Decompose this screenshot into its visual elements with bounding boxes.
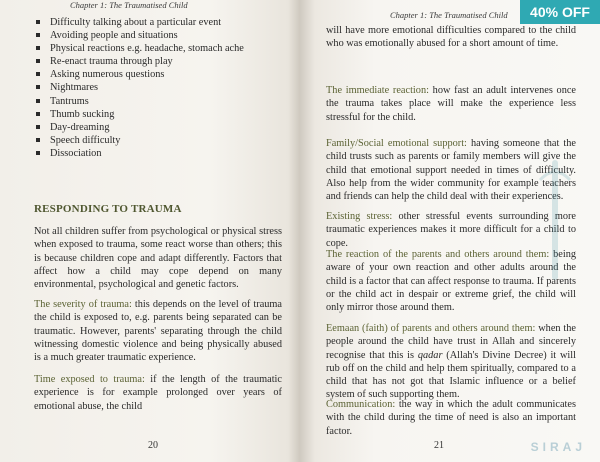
immediate-term: The immediate reaction: [326,85,429,96]
continuation-paragraph: will have more emotional difficulties compared to the child who was emotionally abused for a short amount of time. [326,25,576,50]
symptom-list [36,16,244,160]
bullet-icon [36,125,40,129]
existing-term: Existing stress: [326,211,393,222]
reaction-text: being aware of your own reaction and other adults around the child is a factor that can affect response to trauma. If parents or the child act in despair or extreme grief, the child will only mirror those around them. [326,249,576,314]
bullet-icon [36,33,40,37]
list-item: Asking numerous questions [36,68,244,81]
eemaan-term: Eemaan (faith) of parents and others around them: [326,323,536,334]
time-text: if the length of the traumatic experience is for example prolonged over years of emotional abuse, the child [34,374,282,412]
bullet-icon [36,138,40,142]
list-item: Physical reactions e.g. headache, stomach ache [36,42,244,55]
immediate-text: how fast an adult intervenes once the trauma takes place will make the experience less stressful for the child. [326,85,576,123]
list-item: Dissociation [36,147,244,160]
discount-badge: 40% OFF [520,0,600,24]
right-page-number: 21 [434,440,444,451]
eemaan-text-1: when the people around the child have trust in Allah and sincerely recognise that this is [326,323,576,361]
reaction-term: The reaction of the parents and others around them: [326,249,550,260]
siraj-watermark: SIRAJ [530,440,586,454]
communication-text: the way in which the adult communicates with the child during the time of need is also an important factor. [326,399,576,437]
bullet-icon [36,99,40,103]
bullet-icon [36,59,40,63]
list-item: Avoiding people and situations [36,29,244,42]
section-title: RESPONDING TO TRAUMA [34,203,182,215]
eemaan-text-2: (Allah's Divine Decree) it will rub off on the child and help them spiritually, compared to a child that has not got that Islamic influence or a belief system of such supporting them. [326,349,576,401]
bullet-icon [36,151,40,155]
bullet-icon [36,112,40,116]
family-term: Family/Social emotional support: [326,138,467,149]
eemaan-italic: qadar [417,349,443,361]
immediate-paragraph [326,84,576,124]
existing-text: other stressful events surrounding more traumatic experiences makes it more difficult for a child to cope. [326,211,576,249]
bullet-icon [36,46,40,50]
right-running-head: Chapter 1: The Traumatised Child [390,10,508,20]
list-item: Day-dreaming [36,121,244,134]
siraj-logo-icon [536,160,574,280]
list-item: Nightmares [36,81,244,94]
list-item: Speech difficulty [36,134,244,147]
communication-term: Communication: [326,399,396,410]
bullet-icon [36,85,40,89]
severity-paragraph [34,298,282,364]
intro-paragraph: Not all children suffer from psychological or physical stress when exposed to trauma, some react worse than others; this is because children cope and adapt differently. Factors that affect how a child may cope depend on many environmental, psychological and genetic factors. [34,226,282,291]
left-page-number: 20 [148,440,158,451]
communication-paragraph [326,398,576,438]
bullet-icon [36,72,40,76]
list-item: Thumb sucking [36,108,244,121]
severity-text: this depends on the level of trauma the child is exposed to, e.g. parents being separated can be traumatic. However, parents' separating through the child witnessing domestic violence and being physically abused is a much greater traumatic experience. [34,299,282,364]
left-running-head: Chapter 1: The Traumatised Child [70,0,188,10]
right-page [300,0,600,462]
bullet-icon [36,20,40,24]
list-item: Difficulty talking about a particular event [36,16,244,29]
time-term: Time exposed to trauma: [34,374,145,385]
eemaan-paragraph [326,322,576,402]
time-paragraph [34,373,282,413]
list-item: Tantrums [36,95,244,108]
list-item: Re-enact trauma through play [36,55,244,68]
severity-term: The severity of trauma: [34,299,132,310]
family-text: having someone that the child trusts such as parents or family members will give the child that emotional support needed in times of difficulty. Also help from the wider community for example teachers and friends can help the child deal with their experiences. [326,138,576,203]
